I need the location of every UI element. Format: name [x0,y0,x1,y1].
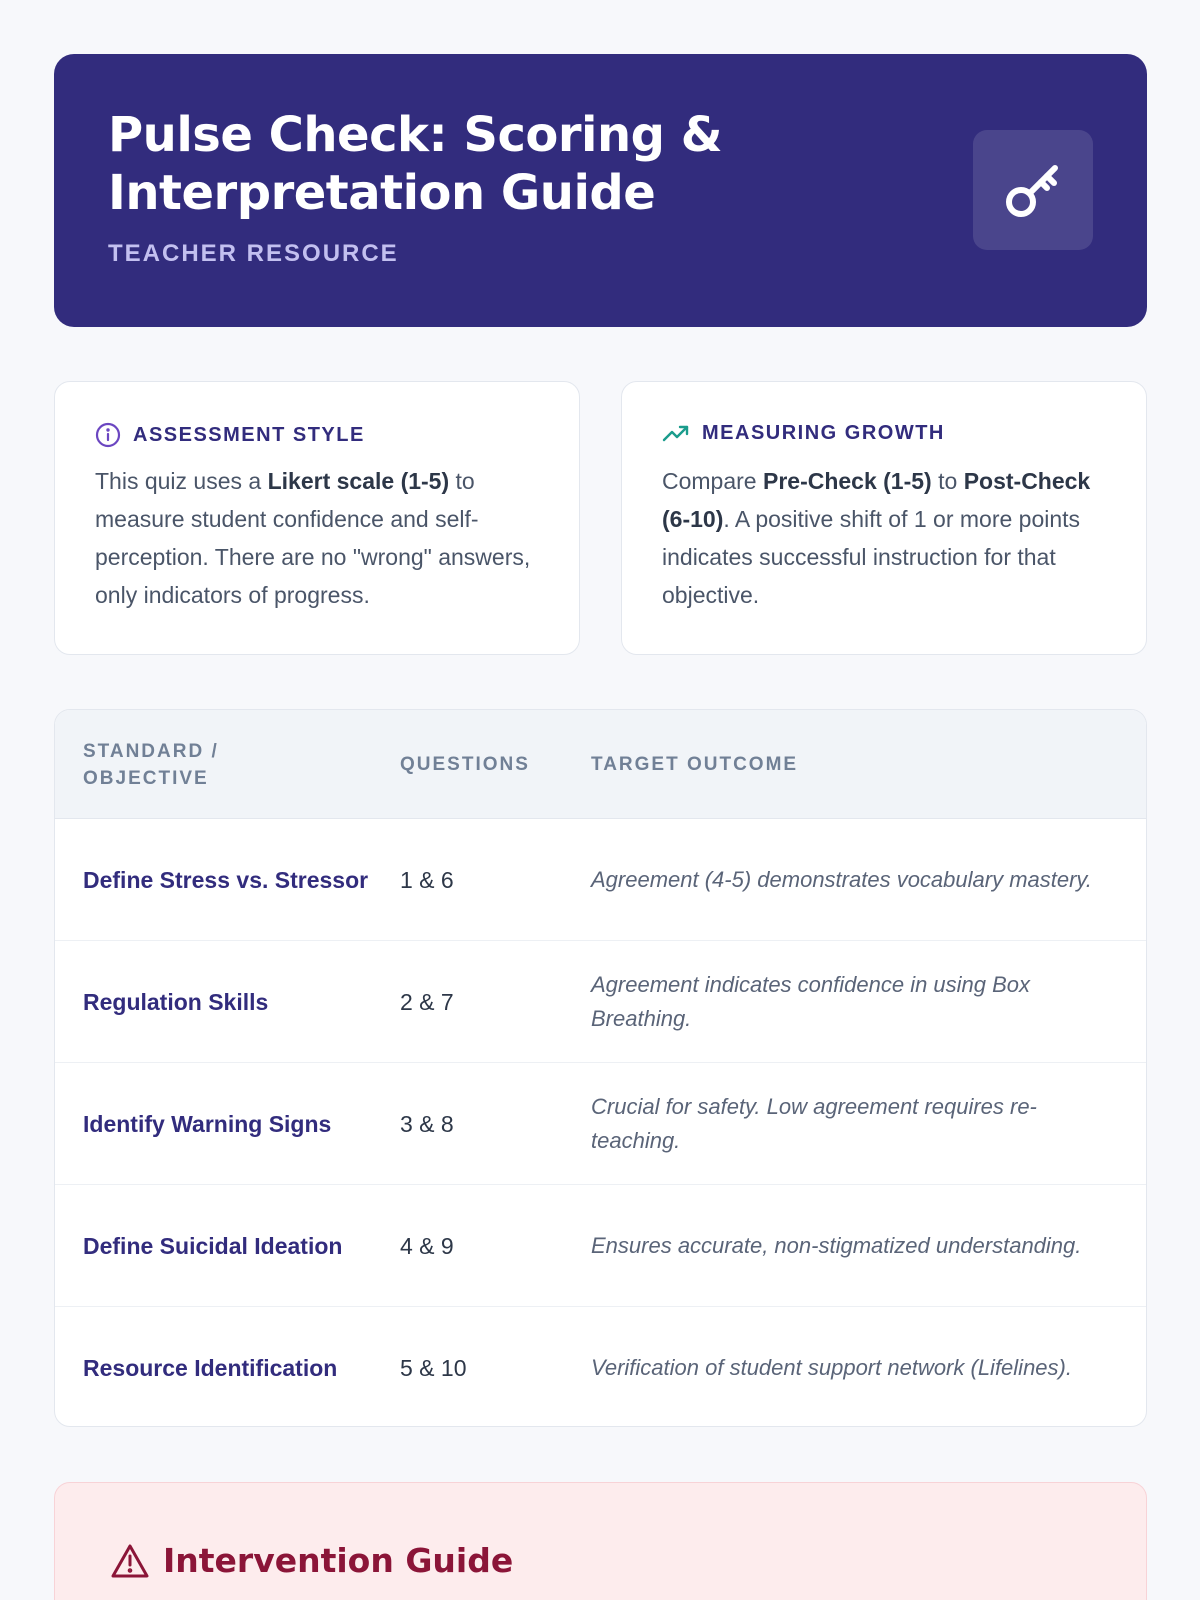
objectives-table [54,709,1147,1427]
growth-text-part: Compare [662,468,763,494]
key-icon [1001,158,1065,222]
column-header-questions: QUESTIONS [400,754,530,775]
outcome-cell: Verification of student support network (Lifelines). [591,1355,1072,1380]
intervention-guide-heading-row [111,1541,513,1580]
header-banner [54,54,1147,327]
trending-up-icon [662,423,690,445]
table-row [55,1063,1146,1185]
page-subtitle: TEACHER RESOURCE [108,240,399,267]
table-row [55,819,1146,941]
measuring-growth-card [621,381,1147,655]
outcome-cell: Ensures accurate, non-stigmatized understanding. [591,1233,1082,1258]
measuring-growth-heading: MEASURING GROWTH [702,422,945,444]
questions-cell: 4 & 9 [400,1232,454,1259]
outcome-cell: Agreement (4-5) demonstrates vocabulary mastery. [591,867,1092,892]
outcome-cell: Crucial for safety. Low agreement requires re-teaching. [591,1094,1037,1153]
table-row [55,941,1146,1063]
assessment-style-heading: ASSESSMENT STYLE [133,423,365,446]
growth-text-part: . A positive shift of 1 or more points indicates successful instruction for that objective. [662,506,1081,608]
objective-cell: Define Suicidal Ideation [83,1233,343,1259]
outcome-cell: Agreement indicates confidence in using Box Breathing. [591,972,1031,1031]
objective-cell: Resource Identification [83,1355,338,1381]
page-title: Pulse Check: Scoring & Interpretation Guide [108,107,723,221]
assessment-text-part: This quiz uses a [95,468,268,494]
growth-bold-part: Post-Check (6-10) [662,468,1091,532]
measuring-growth-heading-row [662,422,945,445]
objective-cell: Identify Warning Signs [83,1111,332,1137]
questions-cell: 5 & 10 [400,1354,467,1381]
assessment-style-heading-row [95,422,365,448]
table-header [55,710,1146,819]
measuring-growth-text [662,462,1108,614]
assessment-style-text [95,462,541,614]
questions-cell: 3 & 8 [400,1110,454,1137]
table-row [55,1185,1146,1307]
intervention-guide-panel [54,1482,1147,1600]
intervention-guide-heading: Intervention Guide [163,1541,514,1580]
assessment-style-card [54,381,580,655]
growth-text-part: to [931,468,964,494]
objective-cell: Define Stress vs. Stressor [83,867,369,893]
objective-cell: Regulation Skills [83,989,269,1015]
assessment-text-part: to measure student confidence and self-perception. There are no "wrong" answers, only indicators of progress. [95,468,531,608]
column-header-objective: STANDARD / OBJECTIVE [83,740,219,789]
questions-cell: 2 & 7 [400,988,454,1015]
info-icon [95,422,121,448]
table-row [55,1307,1146,1427]
growth-bold-part: Pre-Check (1-5) [762,468,932,494]
column-header-outcome: TARGET OUTCOME [591,754,799,775]
warning-triangle-icon [111,1543,149,1579]
assessment-bold-part: Likert scale (1-5) [267,468,450,494]
key-icon-box [973,130,1093,250]
questions-cell: 1 & 6 [400,866,454,893]
